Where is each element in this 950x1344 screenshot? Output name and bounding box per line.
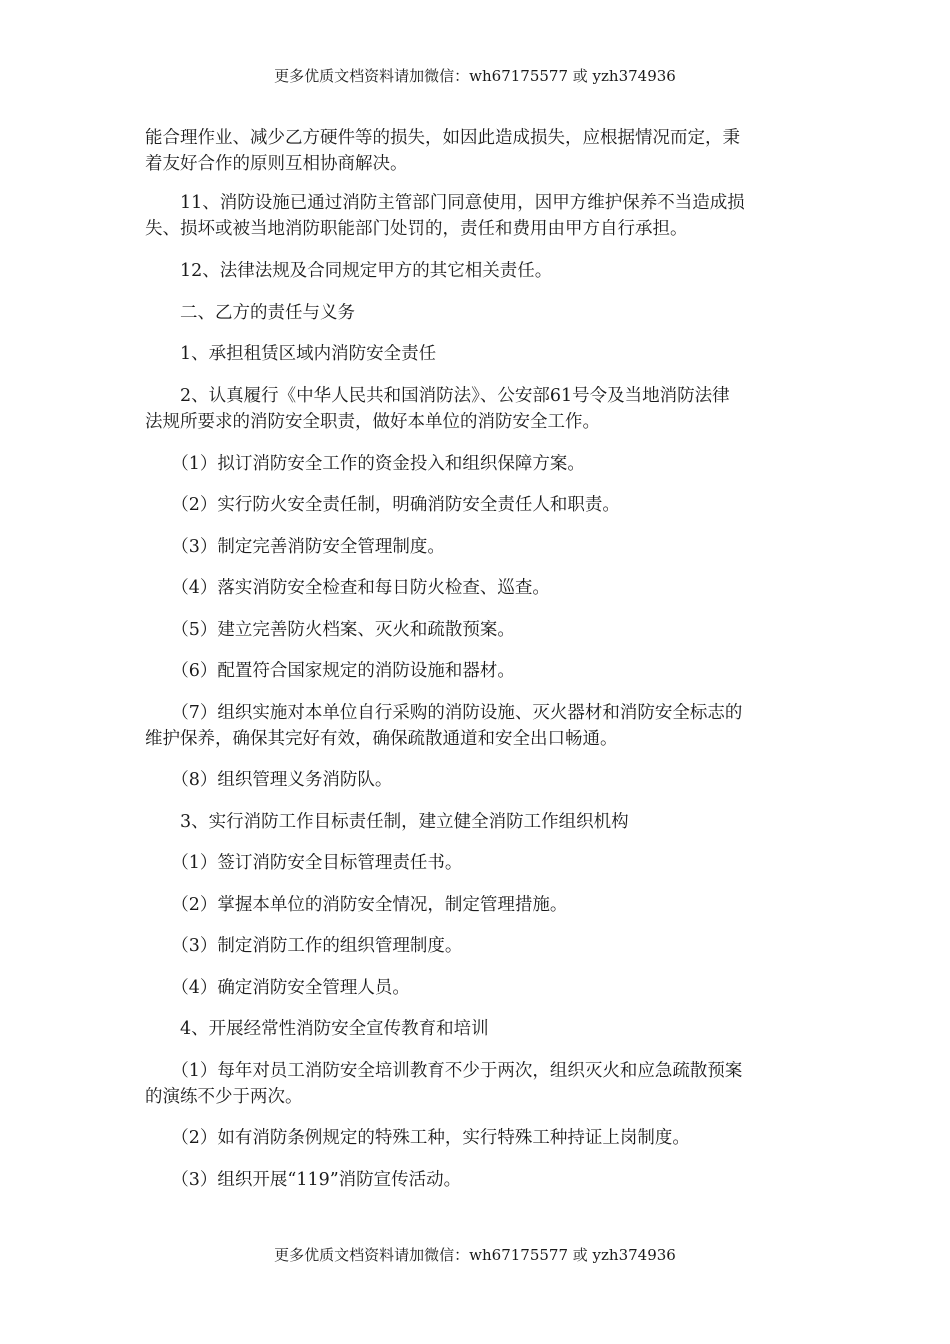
paragraph-line: 的演练不少于两次。 — [145, 1087, 303, 1107]
paragraph-line: （4）落实消防安全检查和每日防火检查、巡查。 — [145, 578, 550, 598]
paragraph — [145, 125, 810, 177]
paragraph — [145, 975, 810, 1001]
paragraph-line: 能合理作业、减少乙方硬件等的损失，如因此造成损失，应根据情况而定，秉 — [145, 128, 740, 148]
paragraph-line: 12、法律法规及合同规定甲方的其它相关责任。 — [145, 261, 553, 281]
paragraph-line: （1）每年对员工消防安全培训教育不少于两次，组织灭火和应急疏散预案 — [145, 1061, 743, 1081]
paragraph — [145, 658, 810, 684]
paragraph — [145, 341, 810, 367]
paragraph-line: （1）签订消防安全目标管理责任书。 — [145, 853, 463, 873]
paragraph-line: （8）组织管理义务消防队。 — [145, 770, 393, 790]
paragraph-line: （3）制定完善消防安全管理制度。 — [145, 537, 445, 557]
paragraph-line: 法规所要求的消防安全职责，做好本单位的消防安全工作。 — [145, 412, 600, 432]
paragraph — [145, 258, 810, 284]
paragraph-line: （5）建立完善防火档案、灭火和疏散预案。 — [145, 620, 515, 640]
paragraph-line: （3）制定消防工作的组织管理制度。 — [145, 936, 463, 956]
paragraph-line: 维护保养，确保其完好有效，确保疏散通道和安全出口畅通。 — [145, 729, 618, 749]
paragraph — [145, 850, 810, 876]
paragraph — [145, 767, 810, 793]
page-header-watermark: 更多优质文档资料请加微信：wh67175577 或 yzh374936 — [274, 67, 676, 85]
paragraph-line: （7）组织实施对本单位自行采购的消防设施、灭火器材和消防安全标志的 — [145, 703, 743, 723]
paragraph — [145, 809, 810, 835]
paragraph-line: （2）如有消防条例规定的特殊工种，实行特殊工种持证上岗制度。 — [145, 1128, 690, 1148]
paragraph — [145, 300, 810, 326]
paragraph-line: 3、实行消防工作目标责任制，建立健全消防工作组织机构 — [145, 812, 629, 832]
paragraph-line: （3）组织开展“119”消防宣传活动。 — [145, 1170, 462, 1190]
paragraph-line: （2）实行防火安全责任制，明确消防安全责任人和职责。 — [145, 495, 620, 515]
paragraph-line: 失、损坏或被当地消防职能部门处罚的，责任和费用由甲方自行承担。 — [145, 219, 688, 239]
paragraph — [145, 534, 810, 560]
paragraph-line: 4、开展经常性消防安全宣传教育和培训 — [145, 1019, 489, 1039]
paragraph — [145, 492, 810, 518]
paragraph — [145, 1058, 810, 1110]
paragraph-line: （1）拟订消防安全工作的资金投入和组织保障方案。 — [145, 454, 585, 474]
paragraph-line: 11、消防设施已通过消防主管部门同意使用，因甲方维护保养不当造成损 — [145, 193, 745, 213]
paragraph — [145, 933, 810, 959]
paragraph-line: 2、认真履行《中华人民共和国消防法》、公安部61号令及当地消防法律 — [145, 386, 730, 406]
paragraph-line: （6）配置符合国家规定的消防设施和器材。 — [145, 661, 515, 681]
paragraph-line: 着友好合作的原则互相协商解决。 — [145, 154, 408, 174]
paragraph — [145, 383, 810, 435]
paragraph — [145, 190, 810, 242]
paragraph — [145, 700, 810, 752]
paragraph-line: （4）确定消防安全管理人员。 — [145, 978, 410, 998]
paragraph — [145, 617, 810, 643]
paragraph — [145, 1125, 810, 1151]
paragraph-line: （2）掌握本单位的消防安全情况，制定管理措施。 — [145, 895, 568, 915]
paragraph — [145, 451, 810, 477]
paragraph-line: 二、乙方的责任与义务 — [145, 303, 355, 323]
paragraph — [145, 575, 810, 601]
paragraph — [145, 892, 810, 918]
paragraph-line: 1、承担租赁区域内消防安全责任 — [145, 344, 437, 364]
paragraph — [145, 1016, 810, 1042]
paragraph — [145, 1167, 810, 1193]
page-footer-watermark: 更多优质文档资料请加微信：wh67175577 或 yzh374936 — [274, 1246, 676, 1264]
